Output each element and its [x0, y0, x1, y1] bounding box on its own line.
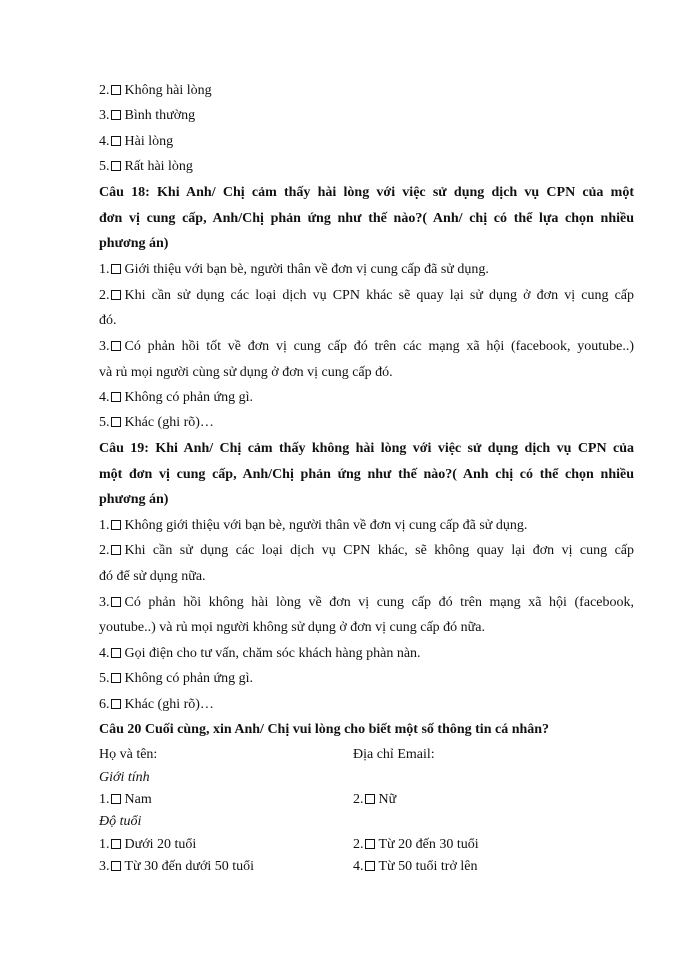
q19-title-line-1: Câu 19: Khi Anh/ Chị cảm thấy không hài lòng với việc sử dụng dịch vụ CPN của	[99, 441, 634, 456]
q18-option-3: 3. Có phản hồi tốt về đơn vị cung cấp đó trên các mạng xã hội (facebook, youtube..)	[99, 339, 634, 354]
checkbox-icon	[365, 861, 375, 871]
q18-option-2: 2. Khi cần sử dụng các loại dịch vụ CPN khác sẽ quay lại sử dụng ở đơn vị cung cấp	[99, 288, 634, 303]
gender-option-female: 2. Nữ	[353, 792, 397, 807]
checkbox-icon	[111, 520, 121, 530]
checkbox-icon	[111, 417, 121, 427]
q19-option-6: 6. Khác (ghi rõ)…	[99, 697, 214, 712]
q19-title-line-2: một đơn vị cung cấp, Anh/Chị phản ứng như thế nào?( Anh chị có thể chọn nhiều	[99, 467, 634, 482]
q19-option-3-cont: youtube..) và rủ mọi người không sử dụng ở đơn vị cung cấp đó nữa.	[99, 620, 485, 635]
q18-title-line-1: Câu 18: Khi Anh/ Chị cảm thấy hài lòng với việc sử dụng dịch vụ CPN của một	[99, 185, 634, 200]
checkbox-icon	[111, 161, 121, 171]
q19-option-3: 3. Có phản hồi không hài lòng về đơn vị cung cấp đó trên mạng xã hội (facebook,	[99, 595, 634, 610]
q18-title-line-2: đơn vị cung cấp, Anh/Chị phản ứng như thế nào?( Anh/ chị có thể lựa chọn nhiều	[99, 211, 634, 226]
q17-option-5: 5. Rất hài lòng	[99, 159, 193, 174]
q18-option-1: 1. Giới thiệu với bạn bè, người thân về đơn vị cung cấp đã sử dụng.	[99, 262, 489, 277]
checkbox-icon	[111, 839, 121, 849]
q19-title-line-3: phương án)	[99, 492, 169, 507]
checkbox-icon	[365, 839, 375, 849]
checkbox-icon	[111, 136, 121, 146]
age-option-1: 1. Dưới 20 tuổi	[99, 837, 197, 852]
checkbox-icon	[111, 85, 121, 95]
q18-option-2-cont: đó.	[99, 313, 117, 328]
q18-option-4: 4. Không có phản ứng gì.	[99, 390, 254, 405]
age-option-3: 3. Từ 30 đến dưới 50 tuổi	[99, 859, 255, 874]
q17-option-2: 2. Không hài lòng	[99, 83, 212, 98]
q17-option-4: 4. Hài lòng	[99, 134, 174, 149]
checkbox-icon	[111, 264, 121, 274]
email-label: Địa chỉ Email:	[353, 747, 435, 762]
q19-option-1: 1. Không giới thiệu với bạn bè, người thân về đơn vị cung cấp đã sử dụng.	[99, 518, 528, 533]
checkbox-icon	[111, 341, 121, 351]
checkbox-icon	[111, 545, 121, 555]
age-heading: Độ tuổi	[99, 814, 142, 829]
q19-option-2-cont: đó để sử dụng nữa.	[99, 569, 206, 584]
q19-option-4: 4. Gọi điện cho tư vấn, chăm sóc khách hàng phàn nàn.	[99, 646, 421, 661]
gender-heading: Giới tính	[99, 770, 150, 785]
gender-option-male: 1. Nam	[99, 792, 152, 807]
q18-title-line-3: phương án)	[99, 236, 169, 251]
checkbox-icon	[111, 110, 121, 120]
age-option-4: 4. Từ 50 tuổi trở lên	[353, 859, 478, 874]
age-option-2: 2. Từ 20 đến 30 tuổi	[353, 837, 479, 852]
q20-title: Câu 20 Cuối cùng, xin Anh/ Chị vui lòng cho biết một số thông tin cá nhân?	[99, 722, 550, 737]
q19-option-2: 2. Khi cần sử dụng các loại dịch vụ CPN khác, sẽ không quay lại đơn vị cung cấp	[99, 543, 634, 558]
q19-option-5: 5. Không có phản ứng gì.	[99, 671, 254, 686]
checkbox-icon	[111, 648, 121, 658]
checkbox-icon	[111, 794, 121, 804]
q18-option-3-cont: và rủ mọi người cùng sử dụng ở đơn vị cung cấp đó.	[99, 365, 393, 380]
name-label: Họ và tên:	[99, 747, 158, 762]
q17-option-3: 3. Bình thường	[99, 108, 196, 123]
checkbox-icon	[111, 290, 121, 300]
checkbox-icon	[111, 861, 121, 871]
q18-option-5: 5. Khác (ghi rõ)…	[99, 415, 214, 430]
checkbox-icon	[111, 673, 121, 683]
checkbox-icon	[111, 597, 121, 607]
checkbox-icon	[111, 392, 121, 402]
checkbox-icon	[365, 794, 375, 804]
checkbox-icon	[111, 699, 121, 709]
